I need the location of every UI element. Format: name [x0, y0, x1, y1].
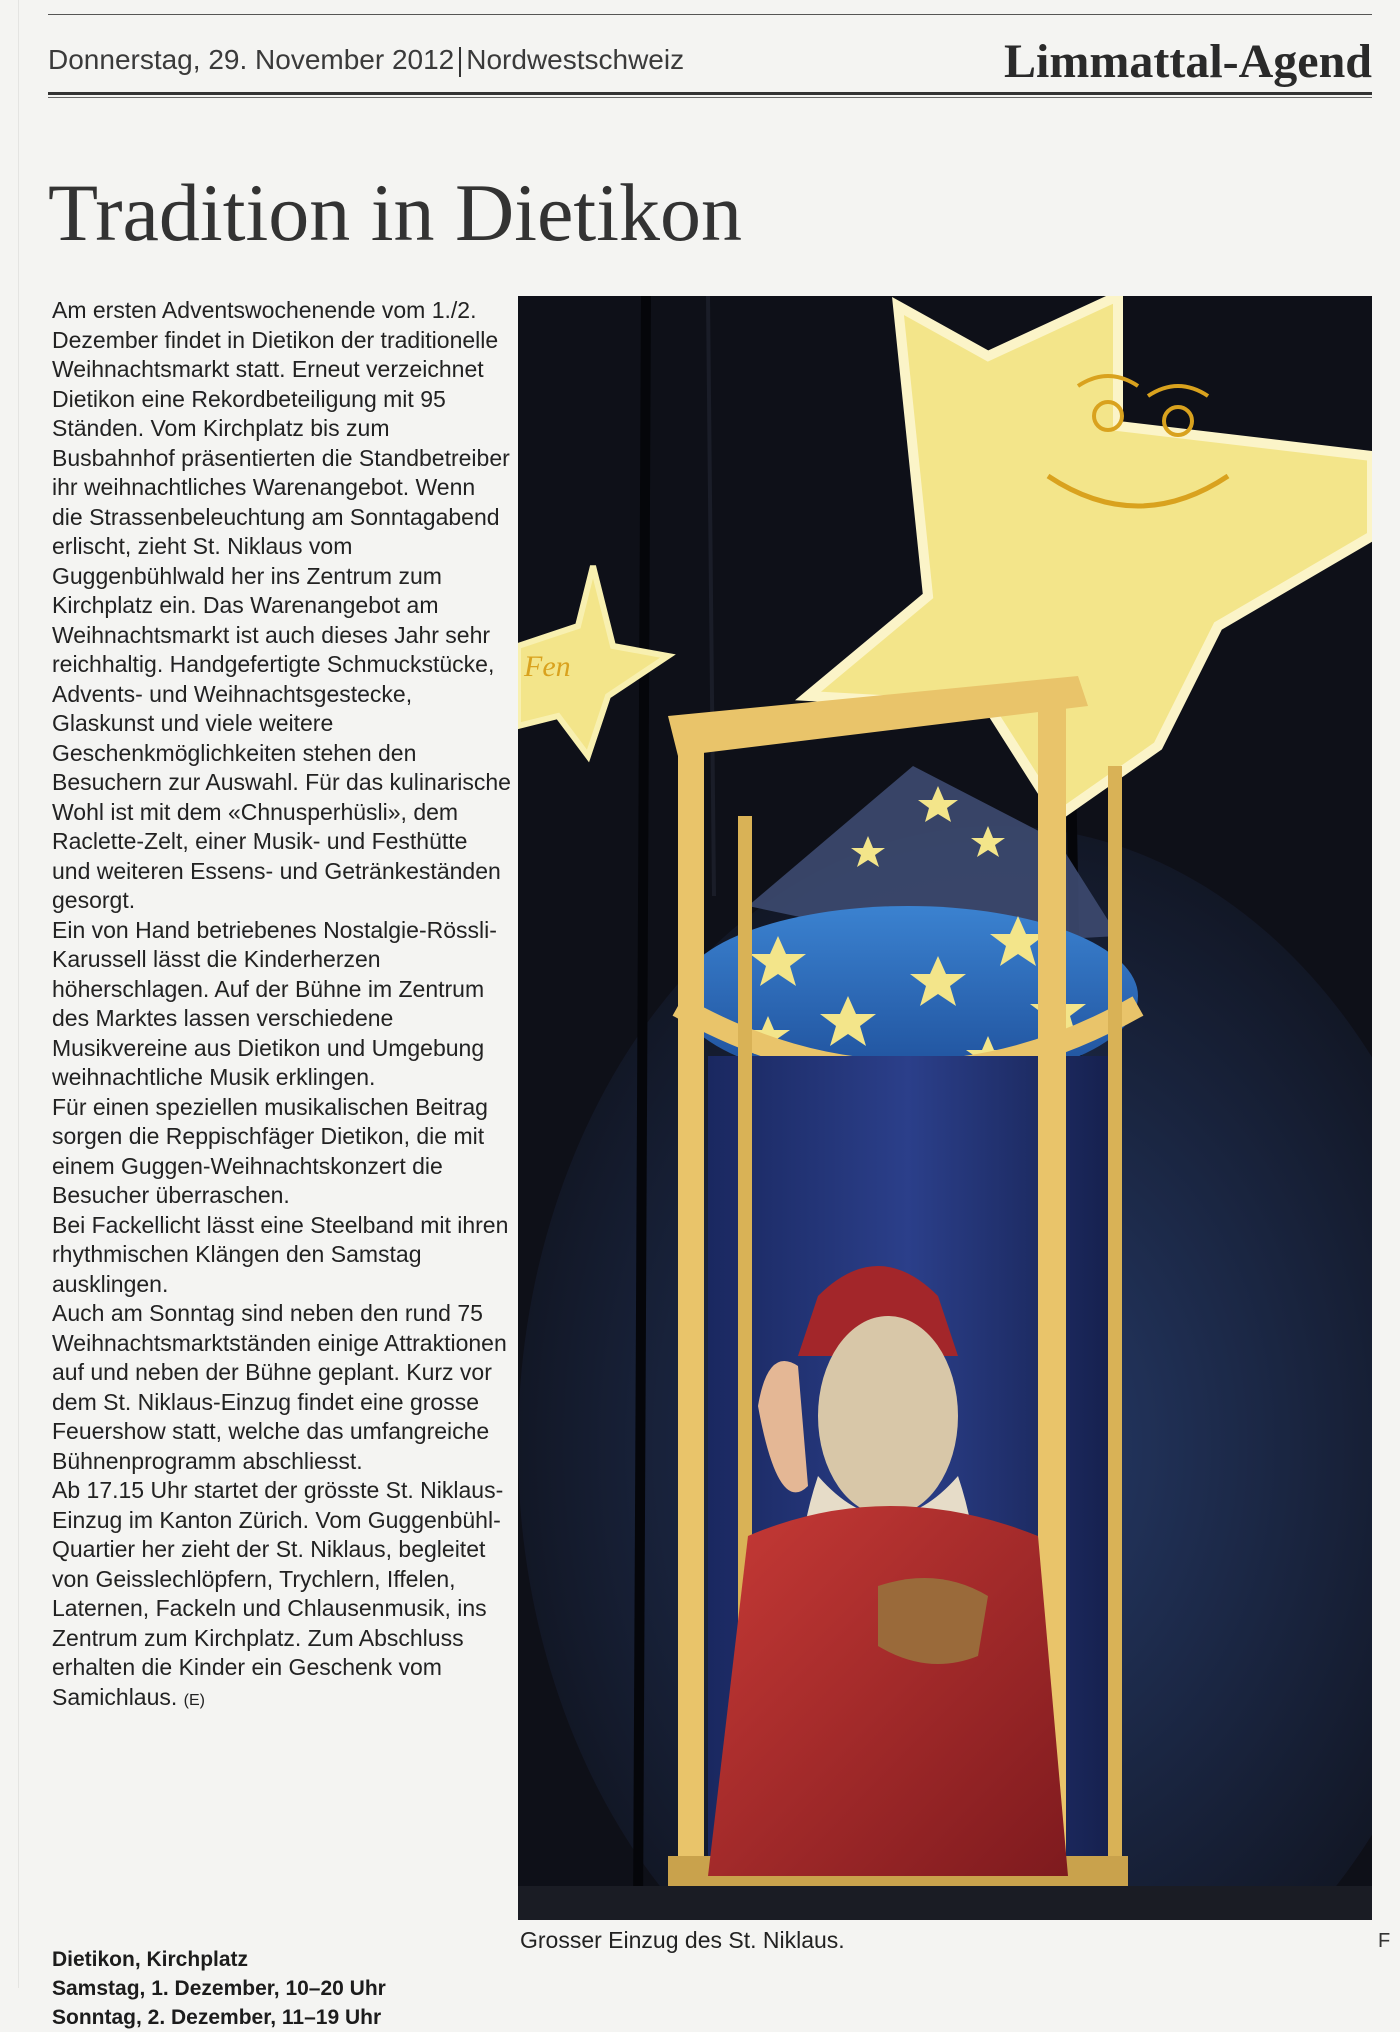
article-paragraph: Auch am Sonntag sind neben den rund 75 Weihnachtsmarktständen einige Attraktionen auf und neben der Bühne geplant. Kurz vor dem St. Niklaus-Einzug findet eine grosse Feuershow statt, welche das umfangreiche Bühnenprogramm abschliesst. — [52, 1300, 507, 1474]
cropped-edge-letter: F — [1378, 1930, 1391, 1952]
header-rule-thin — [48, 97, 1372, 98]
article-paragraph: Ein von Hand betriebenes Nostalgie-Rössli-Karussell lässt die Kinderherzen höherschlagen. Auf der Bühne im Zentrum des Marktes lassen verschiedene Musikvereine aus Dietikon und Umgebung weihnachtliche Musik erklingen. — [52, 916, 497, 1090]
article-headline: Tradition in Dietikon — [48, 167, 742, 258]
photo-caption: Grosser Einzug des St. Niklaus. — [520, 1927, 845, 1953]
event-sunday: Sonntag, 2. Dezember, 11–19 Uhr — [52, 2006, 382, 2029]
event-saturday: Samstag, 1. Dezember, 10–20 Uhr — [52, 1977, 386, 2000]
article-paragraph: Am ersten Adventswochenende vom 1./2. Dezember findet in Dietikon der traditionelle Weihnachtsmarkt statt. Erneut verzeichnet Dietikon eine Rekordbeteiligung mit 95 Ständen. Vom Kirchplatz bis zum Busbahnhof präsentierten die Standbetreiber ihr weihnachtliches Warenangebot. Wenn die Strassenbeleuchtung am Sonntagabend erlischt, zieht St. Niklaus vom Guggenbühlwald her ins Zentrum zum Kirchplatz ein. Das Warenangebot am Weihnachtsmarkt ist auch dieses Jahr sehr reichhaltig. Handgefertigte Schmuckstücke, Advents- und Weihnachtsgestecke, Glaskunst und viele weitere Geschenkmöglichkeiten stehen den Besuchern zur Auswahl. Für das kulinarische Wohl ist mit dem «Chnusperhüsli», dem Raclette-Zelt, einer Musik- und Festhütte und weiteren Essens- und Getränkeständen gesorgt. — [52, 297, 511, 913]
photo-illustration — [518, 296, 1372, 1920]
article-paragraph: Für einen speziellen musikalischen Beitrag sorgen die Reppischfäger Dietikon, die mit einem Guggen-Weihnachtskonzert die Besucher überraschen. — [52, 1093, 488, 1208]
event-location: Dietikon, Kirchplatz — [52, 1948, 249, 1971]
header-dateline — [48, 44, 684, 77]
article-body — [52, 296, 512, 1715]
author-signature: (E) — [183, 1691, 205, 1709]
scan-edge-line — [18, 0, 19, 1988]
event-info — [52, 1945, 512, 2032]
article-paragraph-text: Ab 17.15 Uhr startet der grösste St. Niklaus-Einzug im Kanton Zürich. Vom Guggenbühl-Quartier her zieht der St. Niklaus, begleitet von Geisslechlöpfern, Trychlern, Iffelen, Laternen, Fackeln und Chlausenmusik, ins Zentrum zum Kirchplatz. Zum Abschluss erhalten die Kinder ein Geschenk vom Samichlaus. — [52, 1477, 504, 1710]
page-header — [48, 30, 1372, 90]
article-paragraph-last — [52, 1476, 512, 1715]
header-separator — [459, 47, 461, 77]
section-title: Limmattal-Agend — [1004, 35, 1372, 88]
header-rule — [48, 92, 1372, 95]
article-photo — [518, 296, 1372, 1920]
article-paragraph: Bei Fackellicht lässt eine Steelband mit ihren rhythmischen Klängen den Samstag ausklingen. — [52, 1211, 509, 1297]
header-date: Donnerstag, 29. November 2012 — [48, 44, 455, 75]
star-sign-text: Fen — [524, 650, 571, 683]
header-region: Nordwestschweiz — [466, 44, 685, 75]
top-rule — [48, 14, 1372, 15]
